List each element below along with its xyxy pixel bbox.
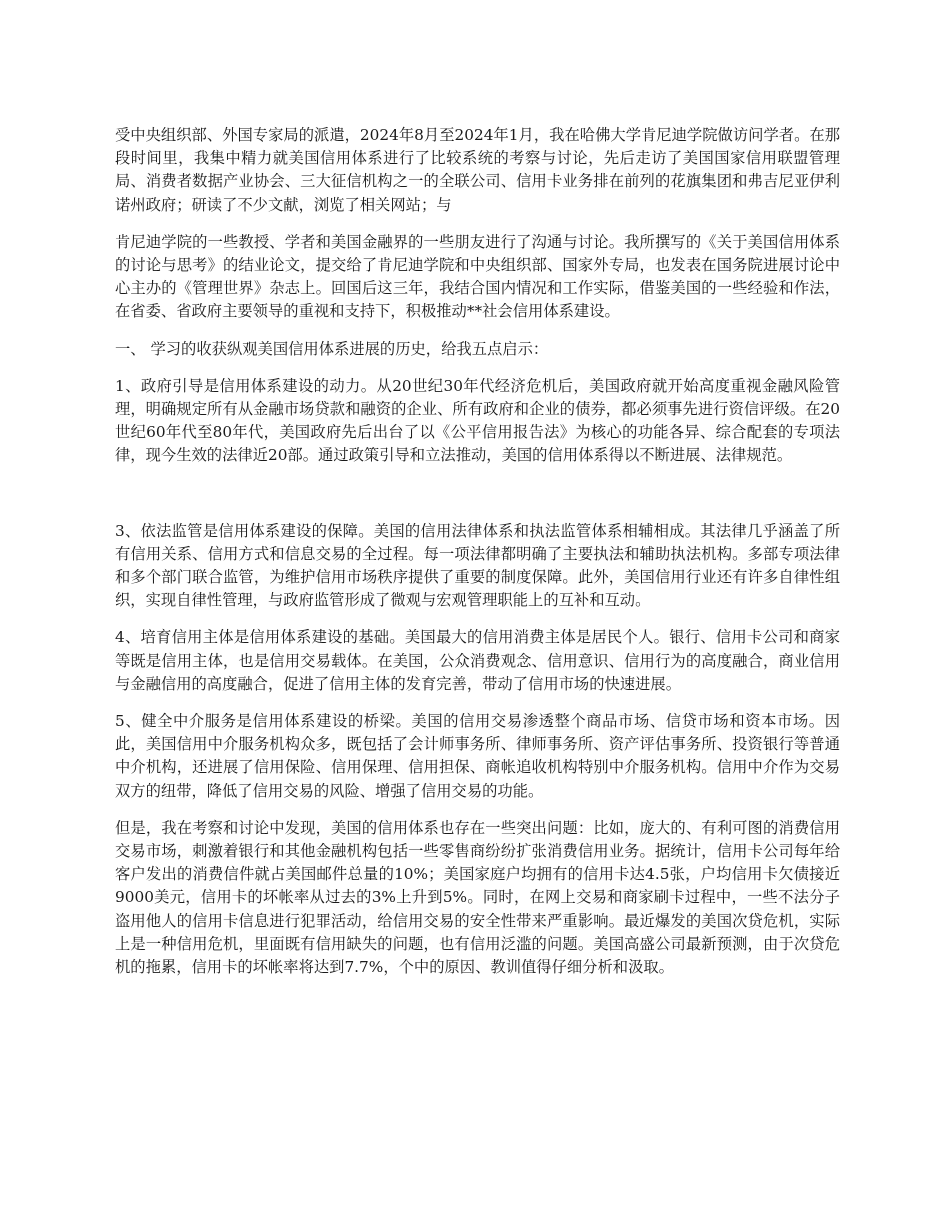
document-body — [115, 124, 840, 993]
paragraph-point-3: 3、依法监管是信用体系建设的保障。美国的信用法律体系和执法监管体系相辅相成。其法律几乎涵盖了所有信用关系、信用方式和信息交易的全过程。每一项法律都明确了主要执法和辅助执法机构。多部专项法律和多个部门联合监管，为维护信用市场秩序提供了重要的制度保障。此外，美国信用行业还有许多自律性组织，实现自律性管理，与政府监管形成了微观与宏观管理职能上的互补和互动。 — [115, 521, 840, 610]
section-heading-learning: 一、 学习的收获纵观美国信用体系进展的历史，给我五点启示： — [115, 339, 549, 358]
paragraph-point-1: 1、政府引导是信用体系建设的动力。从20世纪30年代经济危机后，美国政府就开始高度重视金融风险管理，明确规定所有从金融市场贷款和融资的企业、所有政府和企业的债券，都必须事先进行资信评级。在20世纪60年代至80年代，美国政府先后出台了以《公平信用报告法》为核心的功能各异、综合配套的专项法律，现今生效的法律近20部。通过政策引导和立法推动，美国的信用体系得以不断进展、法律规范。 — [115, 376, 840, 465]
paragraph-problems: 但是，我在考察和讨论中发现，美国的信用体系也存在一些突出问题：比如，庞大的、有利可图的消费信用交易市场，刺激着银行和其他金融机构包括一些零售商纷纷扩张消费信用业务。据统计，信用卡公司每年给客户发出的消费信件就占美国邮件总量的10%；美国家庭户均拥有的信用卡达4.5张，户均信用卡欠债接近9000美元，信用卡的坏帐率从过去的3%上升到5%。同时，在网上交易和商家刷卡过程中，一些不法分子盗用他人的信用卡信息进行犯罪活动，给信用交易的安全性带来严重影响。最近爆发的美国次贷危机，实际上是一种信用危机，里面既有信用缺失的问题，也有信用泛滥的问题。美国高盛公司最新预测，由于次贷危机的拖累，信用卡的坏帐率将达到7.7%，个中的原因、教训值得仔细分析和汲取。 — [115, 818, 840, 977]
paragraph-point-4: 4、培育信用主体是信用体系建设的基础。美国最大的信用消费主体是居民个人。银行、信用卡公司和商家等既是信用主体，也是信用交易载体。在美国，公众消费观念、信用意识、信用行为的高度融合，商业信用与金融信用的高度融合，促进了信用主体的发育完善，带动了信用市场的快速进展。 — [115, 628, 840, 693]
paragraph-intro: 受中央组织部、外国专家局的派遣，2024年8月至2024年1月，我在哈佛大学肯尼迪学院做访问学者。在那段时间里，我集中精力就美国信用体系进行了比较系统的考察与讨论，先后走访了美国国家信用联盟管理局、消费者数据产业协会、三大征信机构之一的全联公司、信用卡业务排在前列的花旗集团和弗吉尼亚伊利诺州政府；研读了不少文献，浏览了相关网站；与 — [115, 126, 840, 214]
paragraph-kennedy-school: 肯尼迪学院的一些教授、学者和美国金融界的一些朋友进行了沟通与讨论。我所撰写的《关于美国信用体系的讨论与思考》的结业论文，提交给了肯尼迪学院和中央组织部、国家外专局，也发表在国务院进展讨论中心主办的《管理世界》杂志上。回国后这三年，我结合国内情况和工作实际，借鉴美国的一些经验和作法，在省委、省政府主要领导的重视和支持下，积极推动**社会信用体系建设。 — [115, 232, 840, 321]
paragraph-point-5: 5、健全中介服务是信用体系建设的桥梁。美国的信用交易渗透整个商品市场、信贷市场和资本市场。因此，美国信用中介服务机构众多，既包括了会计师事务所、律师事务所、资产评估事务所、投资银行等普通中介机构，还进展了信用保险、信用保理、信用担保、商帐追收机构特别中介服务机构。信用中介作为交易双方的纽带，降低了信用交易的风险、增强了信用交易的功能。 — [115, 712, 840, 800]
